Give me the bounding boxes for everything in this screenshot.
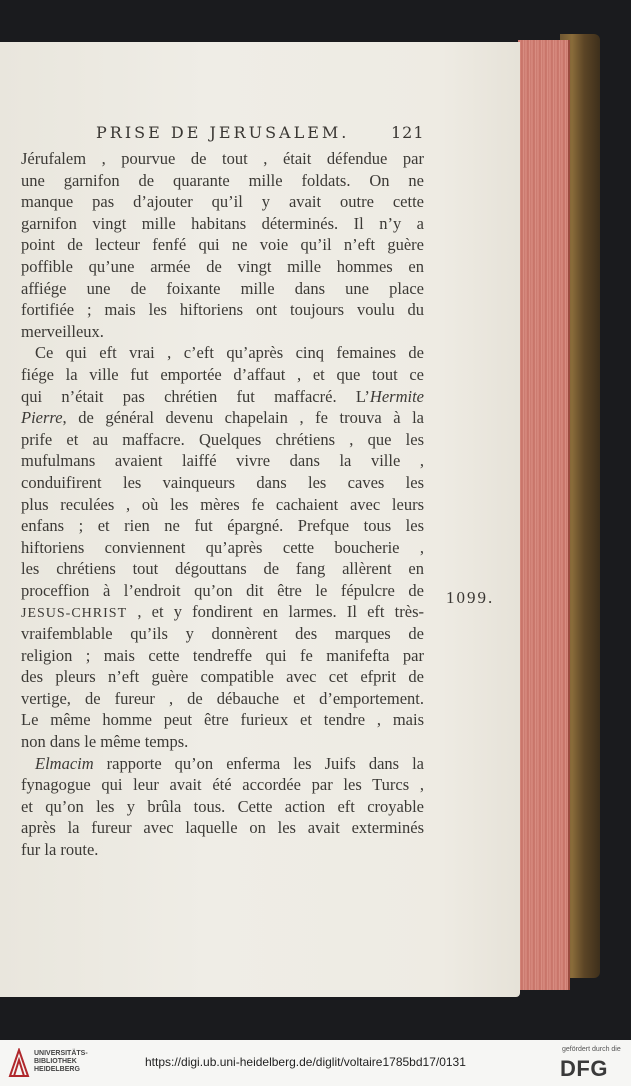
library-name-line: UNIVERSITÄTS- — [34, 1050, 88, 1057]
italic-name: Pierre — [21, 408, 63, 428]
text-line: après la fureur avec laquelle on les avait exterminés — [21, 818, 424, 838]
text-line: affiége une de foixante mille dans une place — [21, 278, 424, 298]
text-line: garnifon vingt mille habitans déterminés. Il n’y a — [21, 213, 424, 233]
text-line: des pleurs n’eft guère compatible avec cet efprit de — [21, 667, 424, 687]
text-line: JESUS-CHRIST , et y fondirent en larmes. Il eft très- — [21, 602, 424, 622]
text-line: et qu’on les y brûla tous. Cette action eft croyable — [21, 796, 424, 816]
permalink-url[interactable]: https://digi.ub.uni-heidelberg.de/diglit/voltaire1785bd17/0131 — [145, 1055, 466, 1069]
text-line: point de lecteur fenfé qui ne voie qu’il n’eft guère — [21, 235, 424, 255]
library-name-line: HEIDELBERG — [34, 1066, 80, 1073]
page-number: 121 — [391, 123, 425, 142]
body-text — [21, 148, 424, 861]
text-line: manque pas d’ajouter qu’il y avait outre cette — [21, 192, 424, 212]
italic-name: Elmacim — [35, 753, 94, 773]
library-name-line: BIBLIOTHEK — [34, 1058, 77, 1065]
text-line: proceffion à l’endroit qu’on dit être le fépulcre de — [21, 580, 424, 600]
text-line: poffible qu’une armée de vingt mille hommes en — [21, 256, 424, 276]
text-line: mufulmans avaient laiffé vivre dans la ville , — [21, 451, 424, 471]
funder-caption: gefördert durch die — [562, 1046, 621, 1053]
text-line: vraifemblable qu’ils y donnèrent des marques de — [21, 624, 424, 644]
text-line: Le même homme peut être furieux et tendre , mais — [21, 710, 424, 730]
text-line: merveilleux. — [21, 321, 104, 341]
running-title: PRISE DE JERUSALEM. — [96, 123, 350, 142]
italic-name: Hermite — [369, 386, 424, 406]
text-line: vertige, de fureur , de débauche et d’emportement. — [21, 688, 424, 708]
text-line: fynagogue qui leur avait été accordée par les Turcs , — [21, 775, 424, 795]
text-line: fortifiée ; mais les hiftoriens ont toujours voulu du — [21, 300, 424, 320]
text-line: plus reculées , où les mères fe cachaient avec leurs — [21, 494, 424, 514]
text-line: qui n’était pas chrétien fut maffacré. L’Hermite — [21, 386, 424, 406]
library-name — [34, 1050, 88, 1074]
viewer-footer — [0, 1040, 631, 1086]
text-line: hiftoriens conviennent qu’après cette boucherie , — [21, 537, 424, 557]
text-line: prife et au maffacre. Quelques chrétiens , que les — [21, 429, 424, 449]
text-line: Ce qui eft vrai , c’eft qu’après cinq femaines de — [35, 343, 424, 363]
text-line: Pierre, de général devenu chapelain , fe trouva à la — [21, 408, 424, 428]
text-line: une garnifon de quarante mille foldats. On ne — [21, 170, 424, 190]
text-line: Jérufalem , pourvue de tout , était défendue par — [21, 149, 424, 168]
text-line: fur la route. — [21, 840, 99, 859]
dfg-logo[interactable]: DFG — [560, 1056, 608, 1081]
library-logo-icon — [8, 1048, 30, 1078]
text-line: enfans ; et rien ne fut épargné. Prefque tous les — [21, 516, 424, 536]
margin-year: 1099. — [446, 588, 495, 607]
text-line: religion ; mais cette tendreffe qui fe manifefta par — [21, 645, 424, 665]
text-line: les chrétiens tout dégouttans de fang allèrent en — [21, 559, 424, 579]
text-line: non dans le même temps. — [21, 732, 189, 752]
page-edges — [518, 40, 570, 990]
text-line: fiége la ville fut emportée d’affaut , et que tout ce — [21, 364, 424, 384]
small-caps-name: JESUS-CHRIST — [21, 606, 128, 622]
text-line: conduifirent les vainqueurs dans les caves les — [21, 472, 424, 492]
text-line: Elmacim rapporte qu’on enferma les Juifs dans la — [35, 753, 424, 773]
